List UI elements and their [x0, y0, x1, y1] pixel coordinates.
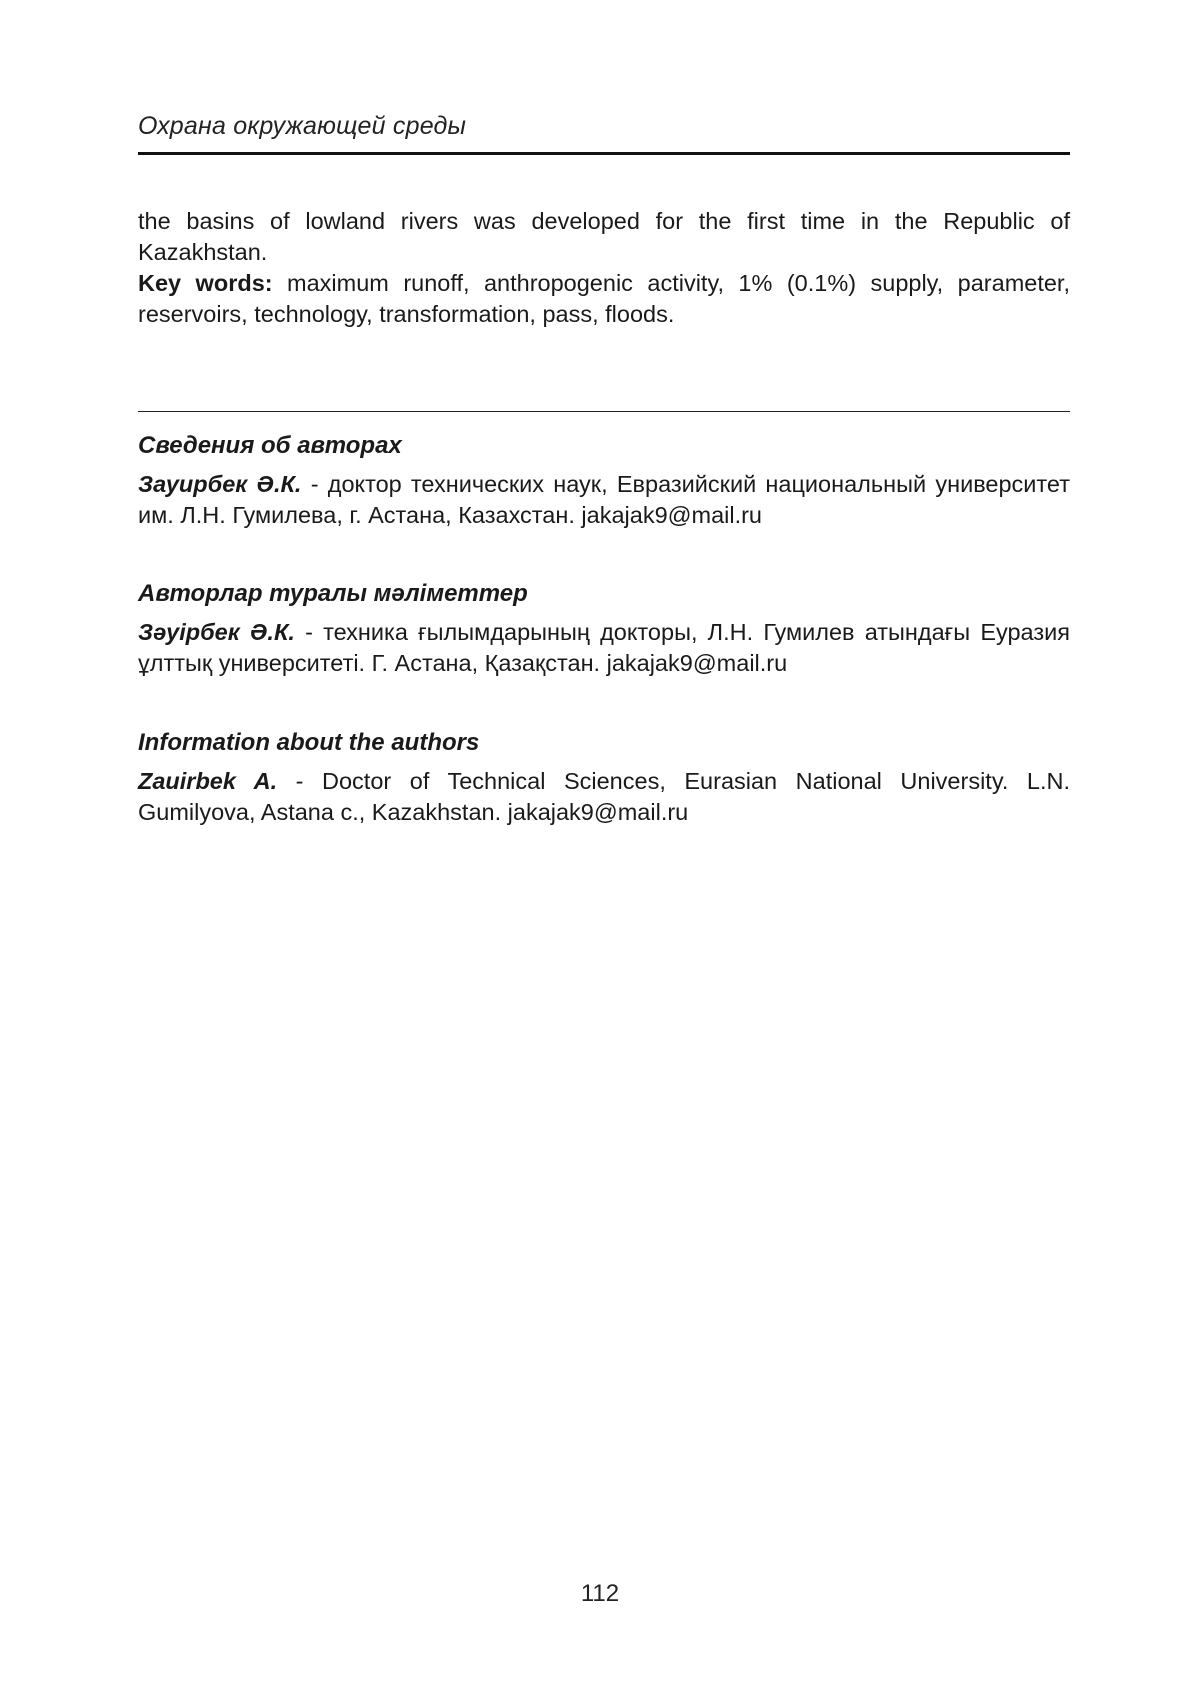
keywords-text: maximum runoff, anthropogenic activity, 1% (0.1%) supply, parameter, reservoirs, technology, transformation, pass, floods. — [138, 270, 1070, 327]
authors-kz-entry — [138, 617, 1070, 679]
authors-kz-title: Авторлар туралы мәліметтер — [138, 580, 528, 607]
section-divider — [138, 411, 1070, 412]
authors-en-title: Information about the authors — [138, 729, 480, 756]
authors-en-entry — [138, 766, 1070, 828]
keywords-label: Key words: — [138, 270, 273, 296]
abstract-continuation: the basins of lowland rivers was developed for the first time in the Republic of Kazakhstan. — [138, 208, 1070, 265]
author-name-en: Zauirbek A. — [138, 768, 278, 794]
header-rule — [138, 152, 1070, 155]
author-details-kz: - техника ғылымдарының докторы, Л.Н. Гумилев атындағы Еуразия ұлттық университеті. Г. Астана, Қазақстан. jakajak9@mail.ru — [138, 619, 1070, 676]
authors-ru-entry — [138, 469, 1070, 531]
keywords-paragraph — [138, 268, 1070, 330]
author-details-en: - Doctor of Technical Sciences, Eurasian National University. L.N. Gumilyova, Astana c., Kazakhstan. jakajak9@mail.ru — [138, 768, 1070, 825]
page-number: 112 — [580, 1580, 620, 1607]
author-details-ru: - доктор технических наук, Евразийский национальный университет им. Л.Н. Гумилева, г. Астана, Казахстан. jakajak9@mail.ru — [138, 471, 1070, 528]
running-header: Охрана окружающей среды — [138, 112, 467, 140]
author-name-kz: Зәуірбек Ә.К. — [138, 619, 295, 645]
author-name-ru: Зауирбек Ә.К. — [138, 471, 302, 497]
authors-ru-title: Сведения об авторах — [138, 432, 402, 459]
